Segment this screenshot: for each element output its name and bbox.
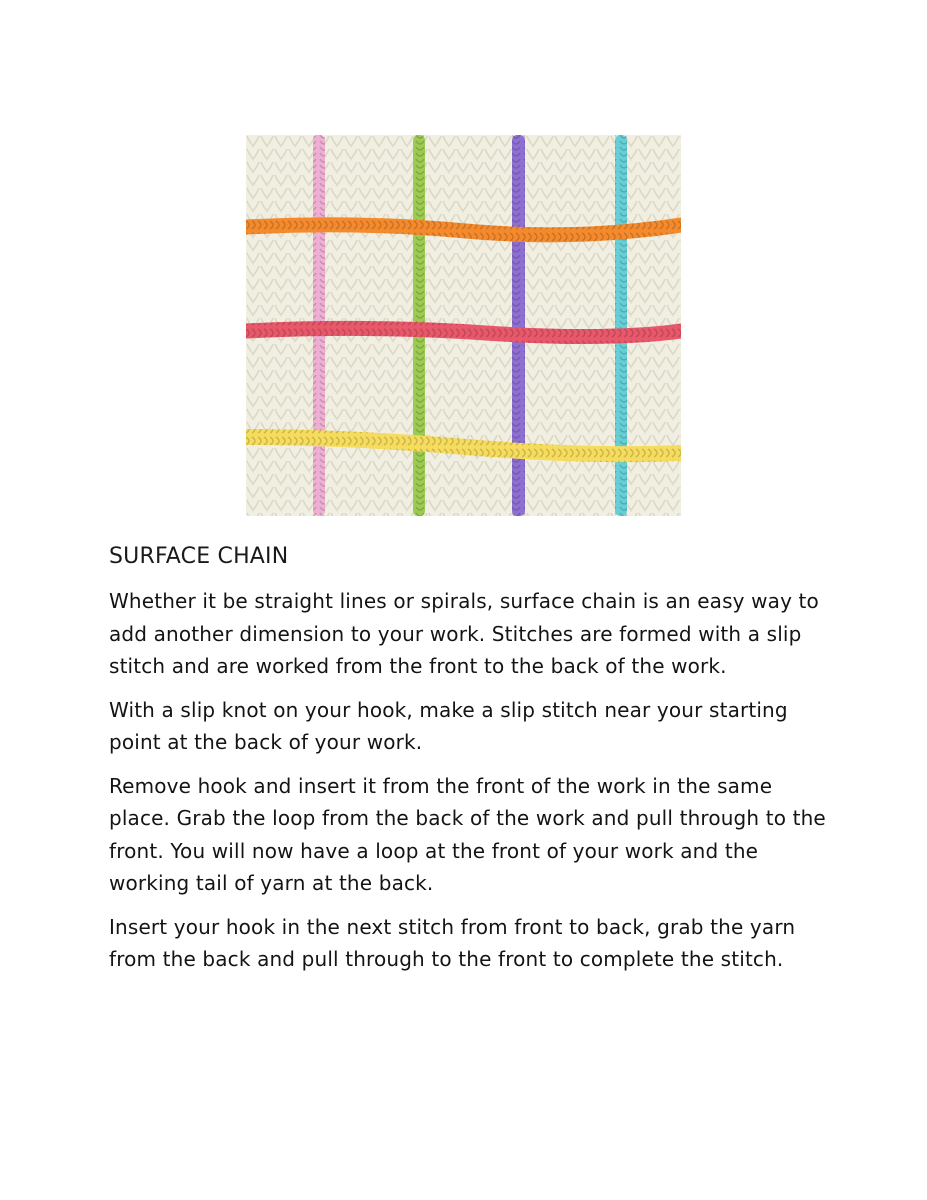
paragraph-step-2: Remove hook and insert it from the front of the work in the same place. Grab the loop from the back of the work and pull through to the front. You will now have a loop at the front of your work and the working tail of yarn at the back.	[109, 773, 826, 895]
section-heading: SURFACE CHAIN	[109, 544, 289, 569]
paragraph-step-3: Insert your hook in the next stitch from front to back, grab the yarn from the back and pull through to the front to complete the stitch.	[109, 914, 796, 971]
paragraph-intro: Whether it be straight lines or spirals, surface chain is an easy way to add another dimension to your work. Stitches are formed with a slip stitch and are worked from the front to the back of the work.	[109, 589, 819, 678]
paragraph-step-1: With a slip knot on your hook, make a slip stitch near your starting point at the back of your work.	[109, 697, 788, 754]
text-content	[109, 541, 829, 987]
crochet-swatch-image	[246, 135, 681, 516]
